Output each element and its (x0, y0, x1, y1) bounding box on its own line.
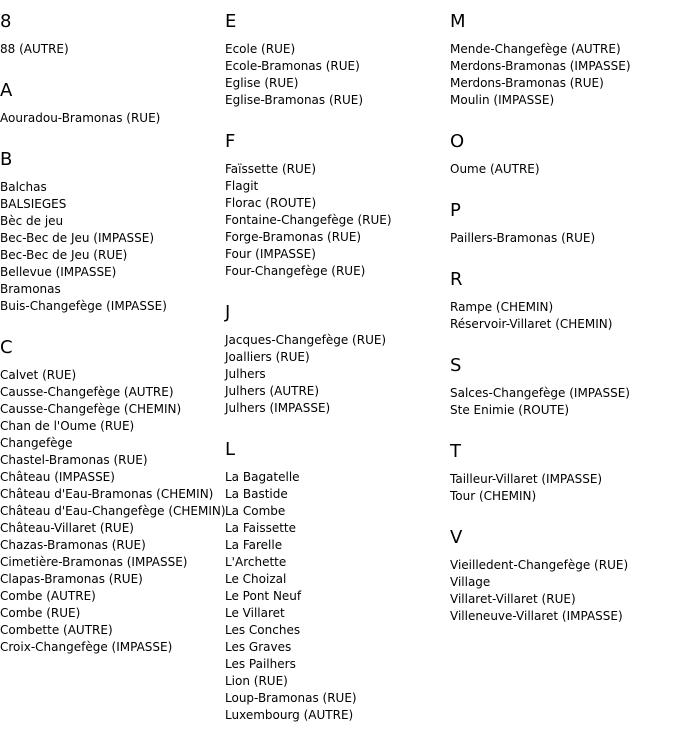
street-link[interactable]: Combe (AUTRE) (0, 589, 96, 603)
street-link[interactable]: Causse-Changefège (AUTRE) (0, 385, 174, 399)
street-link[interactable]: Villeneuve-Villaret (IMPASSE) (450, 609, 623, 623)
street-link[interactable]: Cimetière-Bramonas (IMPASSE) (0, 555, 188, 569)
street-link[interactable]: Merdons-Bramonas (IMPASSE) (450, 59, 631, 73)
street-link[interactable]: Villaret-Villaret (RUE) (450, 592, 576, 606)
street-link[interactable]: Eglise (RUE) (225, 76, 299, 90)
street-list (225, 469, 357, 724)
street-link[interactable]: Bellevue (IMPASSE) (0, 265, 117, 279)
street-link[interactable]: Tailleur-Villaret (IMPASSE) (450, 472, 603, 486)
street-link[interactable]: Le Pont Neuf (225, 589, 302, 603)
letter-heading: 8 (0, 11, 12, 32)
letter-heading: B (0, 149, 13, 170)
street-link[interactable]: Aouradou-Bramonas (RUE) (0, 111, 161, 125)
street-link[interactable]: Florac (ROUTE) (225, 196, 317, 210)
street-link[interactable]: Julhers (AUTRE) (225, 384, 320, 398)
street-link[interactable]: Croix-Changefège (IMPASSE) (0, 640, 173, 654)
street-link[interactable]: Luxembourg (AUTRE) (225, 708, 354, 722)
street-link[interactable]: Mende-Changefège (AUTRE) (450, 42, 621, 56)
street-list (0, 179, 167, 315)
street-link[interactable]: Lion (RUE) (225, 674, 288, 688)
street-link[interactable]: Chastel-Bramonas (RUE) (0, 453, 148, 467)
street-list (450, 471, 602, 505)
street-link[interactable]: Bèc de jeu (0, 214, 64, 228)
street-link[interactable]: Les Pailhers (225, 657, 296, 671)
street-link[interactable]: Julhers (225, 367, 266, 381)
street-link[interactable]: Les Graves (225, 640, 292, 654)
street-link[interactable]: Causse-Changefège (CHEMIN) (0, 402, 182, 416)
street-link[interactable]: La Bagatelle (225, 470, 300, 484)
street-link[interactable]: Oume (AUTRE) (450, 162, 540, 176)
letter-heading: F (225, 131, 236, 152)
street-link[interactable]: Ste Enimie (ROUTE) (450, 403, 570, 417)
street-link[interactable]: Buis-Changefège (IMPASSE) (0, 299, 167, 313)
street-link[interactable]: Ecole-Bramonas (RUE) (225, 59, 360, 73)
street-link[interactable]: La Bastide (225, 487, 288, 501)
street-link[interactable]: Bec-Bec de Jeu (IMPASSE) (0, 231, 155, 245)
street-link[interactable]: Calvet (RUE) (0, 368, 77, 382)
street-link[interactable]: Flagit (225, 179, 259, 193)
street-link[interactable]: Rampe (CHEMIN) (450, 300, 554, 314)
street-list (225, 41, 363, 109)
street-link[interactable]: Chan de l'Oume (RUE) (0, 419, 135, 433)
street-link[interactable]: Le Villaret (225, 606, 285, 620)
letter-heading: P (450, 200, 461, 221)
letter-heading: J (225, 302, 231, 323)
letter-heading: E (225, 11, 237, 32)
street-list (0, 110, 160, 127)
street-link[interactable]: Loup-Bramonas (RUE) (225, 691, 357, 705)
street-link[interactable]: Château (IMPASSE) (0, 470, 115, 484)
letter-heading: R (450, 269, 463, 290)
street-link[interactable]: L'Archette (225, 555, 287, 569)
street-link[interactable]: Réservoir-Villaret (CHEMIN) (450, 317, 613, 331)
street-link[interactable]: Faïssette (RUE) (225, 162, 317, 176)
street-link[interactable]: Four-Changefège (RUE) (225, 264, 366, 278)
street-link[interactable]: Eglise-Bramonas (RUE) (225, 93, 364, 107)
letter-heading: T (450, 441, 461, 462)
street-link[interactable]: Joalliers (RUE) (225, 350, 310, 364)
street-link[interactable]: Château d'Eau-Changefège (CHEMIN) (0, 504, 226, 518)
street-link[interactable]: Château d'Eau-Bramonas (CHEMIN) (0, 487, 214, 501)
street-link[interactable]: Changefège (0, 436, 73, 450)
street-link[interactable]: 88 (AUTRE) (0, 42, 69, 56)
street-link[interactable]: Le Choizal (225, 572, 287, 586)
street-link[interactable]: Bec-Bec de Jeu (RUE) (0, 248, 128, 262)
street-list (450, 161, 540, 178)
letter-heading: V (450, 527, 463, 548)
street-link[interactable]: BALSIEGES (0, 197, 67, 211)
street-link[interactable]: La Faissette (225, 521, 297, 535)
street-link[interactable]: La Combe (225, 504, 286, 518)
street-list (225, 332, 386, 417)
letter-heading: A (0, 80, 13, 101)
street-list (450, 299, 612, 333)
street-link[interactable]: Château-Villaret (RUE) (0, 521, 134, 535)
letter-heading: C (0, 337, 13, 358)
street-link[interactable]: Chazas-Bramonas (RUE) (0, 538, 146, 552)
letter-heading: S (450, 355, 462, 376)
street-link[interactable]: Moulin (IMPASSE) (450, 93, 555, 107)
letter-heading: O (450, 131, 465, 152)
street-link[interactable]: Village (450, 575, 491, 589)
street-link[interactable]: Balchas (0, 180, 47, 194)
street-link[interactable]: Ecole (RUE) (225, 42, 296, 56)
street-link[interactable]: Salces-Changefège (IMPASSE) (450, 386, 630, 400)
street-link[interactable]: Jacques-Changefège (RUE) (225, 333, 387, 347)
street-list (0, 41, 69, 58)
street-link[interactable]: Forge-Bramonas (RUE) (225, 230, 362, 244)
street-link[interactable]: Four (IMPASSE) (225, 247, 316, 261)
street-list (450, 230, 595, 247)
street-link[interactable]: Fontaine-Changefège (RUE) (225, 213, 392, 227)
street-link[interactable]: Julhers (IMPASSE) (225, 401, 331, 415)
street-list (450, 557, 628, 625)
street-link[interactable]: Paillers-Bramonas (RUE) (450, 231, 596, 245)
letter-heading: L (225, 439, 236, 460)
street-link[interactable]: Les Conches (225, 623, 301, 637)
street-list (0, 367, 226, 656)
street-link[interactable]: Combette (AUTRE) (0, 623, 113, 637)
street-list (225, 161, 392, 280)
street-list (450, 385, 630, 419)
street-link[interactable]: Combe (RUE) (0, 606, 81, 620)
street-link[interactable]: Bramonas (0, 282, 61, 296)
street-link[interactable]: Merdons-Bramonas (RUE) (450, 76, 604, 90)
street-list (450, 41, 631, 109)
street-link[interactable]: Vieilledent-Changefège (RUE) (450, 558, 629, 572)
street-link[interactable]: La Farelle (225, 538, 283, 552)
street-link[interactable]: Tour (CHEMIN) (450, 489, 537, 503)
street-link[interactable]: Clapas-Bramonas (RUE) (0, 572, 143, 586)
letter-heading: M (450, 11, 466, 32)
